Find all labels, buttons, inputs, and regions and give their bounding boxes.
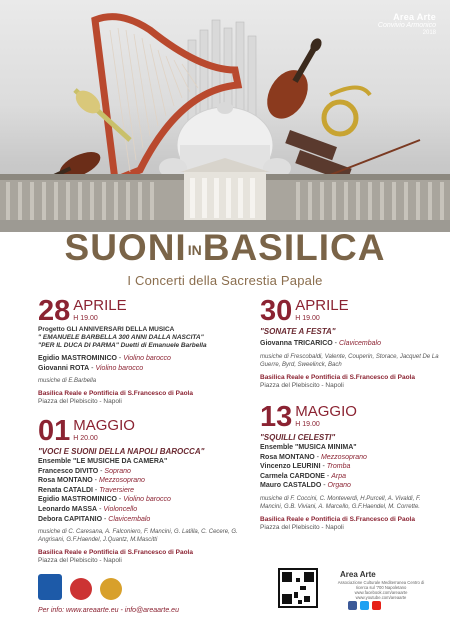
concert-month: APRILE bbox=[295, 297, 349, 314]
concert-hour: H 19.00 bbox=[295, 315, 320, 322]
concert-month: MAGGIO bbox=[73, 417, 135, 434]
performer-name: Mauro CASTALDO bbox=[260, 482, 322, 490]
performer-role: Mezzosoprano bbox=[320, 453, 367, 461]
performer-row: Rosa MONTANO - Mezzosoprano bbox=[260, 453, 367, 461]
performer-role: Violino barocco bbox=[123, 496, 171, 504]
performer-row: Francesco DIVITO - Soprano bbox=[38, 467, 131, 475]
contact-info: Per info: www.areaarte.eu - info@areaarte.eu bbox=[38, 607, 179, 614]
concert-13-maggio bbox=[260, 401, 440, 532]
concert-heading: "SQUILLI CELESTI" bbox=[260, 433, 336, 442]
area-arte-logo: Area Arte bbox=[340, 570, 376, 579]
qr-code[interactable] bbox=[278, 568, 318, 608]
performer-role: Violino barocco bbox=[123, 355, 171, 362]
concert-heading-2: " EMANUELE BARBELLA 300 ANNI DALLA NASCITA" bbox=[38, 334, 204, 341]
title-word-3: BASILICA bbox=[202, 227, 386, 268]
performer-row: Giovanni ROTA - Violino barocco bbox=[38, 364, 144, 372]
footer bbox=[0, 560, 450, 635]
concert-month: APRILE bbox=[73, 297, 127, 314]
performer-row: Rosa MONTANO - Mezzosoprano bbox=[38, 477, 145, 485]
concert-month: MAGGIO bbox=[295, 403, 357, 420]
concert-place: Piazza del Plebiscito - Napoli bbox=[38, 398, 122, 406]
bow-icon bbox=[330, 140, 420, 175]
concert-day: 01 bbox=[38, 415, 71, 447]
social-icons bbox=[348, 601, 381, 610]
concert-music: musiche di Frescobaldi, Valente, Couperin, Storace, Jacquet De La Guerre, Byrd, Sweelinck, Bach bbox=[260, 353, 439, 368]
title-block bbox=[0, 228, 450, 288]
concert-venue: Basilica Reale e Pontificia di S.Francesco di Paola bbox=[38, 390, 193, 398]
concert-day: 28 bbox=[38, 295, 71, 327]
concert-venue: Basilica Reale e Pontificia di S.Francesco di Paola bbox=[38, 549, 193, 557]
performer-role: Clavicembalo bbox=[108, 515, 151, 523]
basilica-seal-logo bbox=[100, 578, 122, 600]
page-subtitle: I Concerti della Sacrestia Papale bbox=[127, 273, 323, 289]
title-word-2: IN bbox=[187, 242, 202, 259]
regione-campania-logo bbox=[38, 574, 62, 600]
performer-name: Vincenzo LEURINI bbox=[260, 463, 321, 471]
performer-name: Rosa MONTANO bbox=[260, 453, 315, 461]
brand-year: 2018 bbox=[422, 30, 436, 36]
performer-role: Mezzosoprano bbox=[98, 477, 145, 485]
performer-role: Tromba bbox=[326, 463, 351, 471]
performer-row: Mauro CASTALDO - Organo bbox=[260, 482, 351, 490]
performer-name: Egidio MASTROMINICO bbox=[38, 496, 117, 504]
sponsor-logos bbox=[38, 574, 122, 600]
brand-logo bbox=[378, 12, 436, 37]
performer-role: Organo bbox=[327, 482, 351, 490]
performer-name: Egidio MASTROMINICO bbox=[38, 355, 117, 362]
concert-venue: Basilica Reale e Pontificia di S.Francesco di Paola bbox=[260, 515, 415, 523]
concert-heading: Progetto GLI ANNIVERSARI DELLA MUSICA bbox=[38, 326, 175, 333]
concert-01-maggio bbox=[38, 415, 248, 565]
title-word-1: SUONI bbox=[64, 227, 187, 268]
concert-heading: "SONATE A FESTA" bbox=[260, 327, 336, 336]
concert-hour: H 19.00 bbox=[73, 315, 98, 322]
horn-icon bbox=[324, 88, 370, 135]
performer-row: Renata CATALDI - Traversiere bbox=[38, 486, 135, 494]
facebook-icon[interactable] bbox=[348, 601, 357, 610]
concert-day: 30 bbox=[260, 295, 293, 327]
concert-hour: H 20.00 bbox=[73, 435, 98, 442]
performer-row: Debora CAPITANIO - Clavicembalo bbox=[38, 515, 151, 523]
performer-name: Leonardo MASSA bbox=[38, 505, 98, 513]
performer-row: Egidio MASTROMINICO - Violino barocco bbox=[38, 355, 171, 362]
performer-role: Violoncello bbox=[103, 505, 138, 513]
performer-row: Carmela CARDONE - Arpa bbox=[260, 472, 346, 480]
twitter-icon[interactable] bbox=[360, 601, 369, 610]
performer-name: Giovanni ROTA bbox=[38, 364, 90, 372]
concert-hour: H 19.00 bbox=[295, 421, 320, 428]
brand-subtitle: Convivio Armonico bbox=[377, 22, 436, 29]
concert-place: Piazza del Plebiscito - Napoli bbox=[260, 381, 344, 389]
performer-name: Debora CAPITANIO bbox=[38, 515, 103, 523]
performer-name: Francesco DIVITO bbox=[38, 467, 99, 475]
youtube-icon[interactable] bbox=[372, 601, 381, 610]
page-title bbox=[0, 228, 450, 270]
performer-role: Traversiere bbox=[99, 486, 135, 494]
concert-music: musiche di C. Caresana, A. Falconiero, F. Mancini, G. Latilla, C. Cecere, G. Angrisani, G.F.Haendel, J.Quantz, M.Mascitti bbox=[38, 529, 238, 544]
concert-music: musiche di E.Barbella bbox=[38, 378, 97, 385]
performer-name: Giovanna TRICARICO bbox=[260, 340, 333, 347]
concert-venue: Basilica Reale e Pontificia di S.Francesco di Paola bbox=[260, 373, 415, 381]
performer-row: Giovanna TRICARICO - Clavicembalo bbox=[260, 340, 381, 347]
concert-heading-3: "PER IL DUCA DI PARMA" Duetti di Emanuele Barbella bbox=[38, 342, 207, 349]
sponsor-seal-logo bbox=[70, 578, 92, 600]
performer-name: Renata CATALDI bbox=[38, 486, 93, 494]
performer-row: Vincenzo LEURINI - Tromba bbox=[260, 463, 351, 471]
brand-name: Area Arte bbox=[393, 12, 436, 22]
trumpet-icon bbox=[71, 86, 130, 140]
concert-30-aprile bbox=[260, 295, 440, 390]
concert-place: Piazza del Plebiscito - Napoli bbox=[260, 523, 344, 531]
concert-28-aprile bbox=[38, 295, 248, 406]
performer-name: Carmela CARDONE bbox=[260, 472, 325, 480]
performer-row: Leonardo MASSA - Violoncello bbox=[38, 505, 138, 513]
area-arte-description: Associazione Culturale Mediterranea Centro di ricerca sul '700 Napoletano www.facebook.com/areaarte www.youtube.com/areaarte bbox=[337, 580, 425, 600]
performer-role: Clavicembalo bbox=[338, 340, 381, 347]
performer-row: Egidio MASTROMINICO - Violino barocco bbox=[38, 496, 171, 504]
performer-role: Arpa bbox=[331, 472, 346, 480]
performer-name: Rosa MONTANO bbox=[38, 477, 93, 485]
concert-heading: "VOCI E SUONI DELLA NAPOLI BAROCCA" bbox=[38, 447, 205, 456]
concert-music: musiche di F. Coccini, C. Monteverdi, H.Purcell, A. Vivaldi, F. Mancini, G.B. Viviani, A. Marcello, G.F.Haendel, M. Corrette. bbox=[260, 495, 421, 510]
concert-ensemble: Ensemble "LE MUSICHE DA CAMERA" bbox=[38, 458, 168, 465]
performer-role: Soprano bbox=[104, 467, 131, 475]
performer-role: Violino barocco bbox=[95, 364, 144, 372]
concert-ensemble: Ensemble "MUSICA MINIMA" bbox=[260, 444, 357, 451]
concert-day: 13 bbox=[260, 401, 293, 433]
hero-image bbox=[0, 0, 450, 232]
concert-place: Piazza del Plebiscito - Napoli bbox=[38, 557, 122, 565]
